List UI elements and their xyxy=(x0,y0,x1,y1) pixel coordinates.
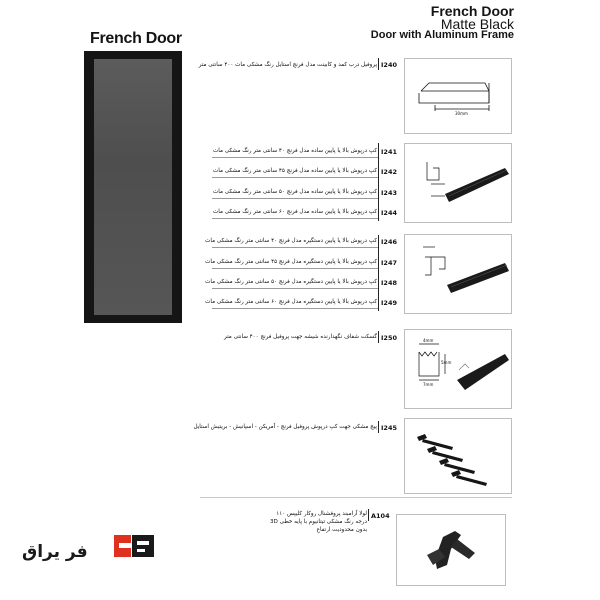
door-glass-panel xyxy=(94,59,172,315)
gasket-drawing xyxy=(404,329,512,409)
desc-i240: پروفیل درب کمد و کابینت مدل فرنچ استایل رنگ مشکی مات ۴۰۰ سانتی متر xyxy=(198,62,377,68)
code-i241: I241 xyxy=(381,148,397,156)
code-divider xyxy=(378,421,379,433)
dim-7mm: 7mm xyxy=(423,382,434,387)
code-divider xyxy=(378,58,379,70)
cap-handle-drawing xyxy=(404,234,512,314)
brand-logo-icon xyxy=(114,525,154,565)
code-divider xyxy=(378,331,379,343)
dim-5mm: 5mm xyxy=(441,360,452,365)
row-leader xyxy=(212,268,378,269)
code-i247: I247 xyxy=(381,259,397,267)
header-subtitle: Matte Black xyxy=(440,16,514,32)
row-leader xyxy=(212,198,378,199)
cap-plain-drawing xyxy=(404,143,512,223)
code-i244: I244 xyxy=(381,209,397,217)
row-leader xyxy=(212,218,378,219)
desc-i249: کپ درپوش بالا یا پایین دستگیره مدل فرنچ ۶۰ سانتی متر رنگ مشکی مات xyxy=(205,299,377,305)
row-leader xyxy=(212,157,378,158)
row-leader xyxy=(212,177,378,178)
code-i248: I248 xyxy=(381,279,397,287)
code-i246: I246 xyxy=(381,238,397,246)
desc-i246: کپ درپوش بالا یا پایین دستگیره مدل فرنچ ۴۰ سانتی متر رنگ مشکی مات xyxy=(205,238,377,244)
a104-desc-line3: بدون محدودیت ارتفاع xyxy=(316,527,367,533)
dim-4mm: 4mm xyxy=(423,338,434,343)
a104-desc-line1: لولا آرامبند پروفشنال روکار کلیپس ۱۱۰ xyxy=(276,511,367,517)
code-a104: A104 xyxy=(371,512,390,520)
screws-drawing xyxy=(404,418,512,494)
brand-name: فر یراق xyxy=(22,542,88,562)
desc-i245: پیچ مشکی جهت کپ درپوش پروفیل فرنچ - آمریکن - اسپانیش - بریتیش استایل xyxy=(193,424,377,430)
header-tagline: Door with Aluminum Frame xyxy=(370,29,514,41)
code-divider xyxy=(368,509,369,521)
header-title: French Door xyxy=(430,3,514,19)
row-leader xyxy=(212,288,378,289)
desc-i242: کپ درپوش بالا یا پایین ساده مدل فرنچ ۴۵ سانتی متر رنگ مشکی مات xyxy=(212,168,377,174)
dim-30mm: 30mm xyxy=(455,111,468,116)
code-i245: I245 xyxy=(381,424,397,432)
desc-i250: گسکت شفاف نگهدارنده شیشه جهت پروفیل فرنچ ۴۰۰ سانتی متر xyxy=(224,334,377,340)
section-divider xyxy=(200,497,512,498)
a104-desc-line2: درجه رنگ مشکی تیتانیوم با پایه خطی 3D xyxy=(270,519,367,525)
desc-i241: کپ درپوش بالا یا پایین ساده مدل فرنچ ۴۰ سانتی متر رنگ مشکی مات xyxy=(212,148,377,154)
desc-i247: کپ درپوش بالا یا پایین دستگیره مدل فرنچ ۴۵ سانتی متر رنگ مشکی مات xyxy=(205,259,377,265)
desc-i244: کپ درپوش بالا یا پایین ساده مدل فرنچ ۶۰ سانتی متر رنگ مشکی مات xyxy=(212,209,377,215)
code-i250: I250 xyxy=(381,334,397,342)
code-i240: I240 xyxy=(381,61,397,69)
row-leader xyxy=(212,247,378,248)
door-title: French Door xyxy=(90,30,182,47)
profile-i240-drawing xyxy=(404,58,512,134)
code-i243: I243 xyxy=(381,189,397,197)
code-i242: I242 xyxy=(381,168,397,176)
code-divider xyxy=(378,235,379,311)
code-i249: I249 xyxy=(381,299,397,307)
hinge-drawing xyxy=(396,514,506,586)
row-leader xyxy=(212,308,378,309)
desc-i243: کپ درپوش بالا یا پایین ساده مدل فرنچ ۵۰ سانتی متر رنگ مشکی مات xyxy=(212,189,377,195)
desc-i248: کپ درپوش بالا یا پایین دستگیره مدل فرنچ ۵۰ سانتی متر رنگ مشکی مات xyxy=(205,279,377,285)
code-divider xyxy=(378,143,379,221)
